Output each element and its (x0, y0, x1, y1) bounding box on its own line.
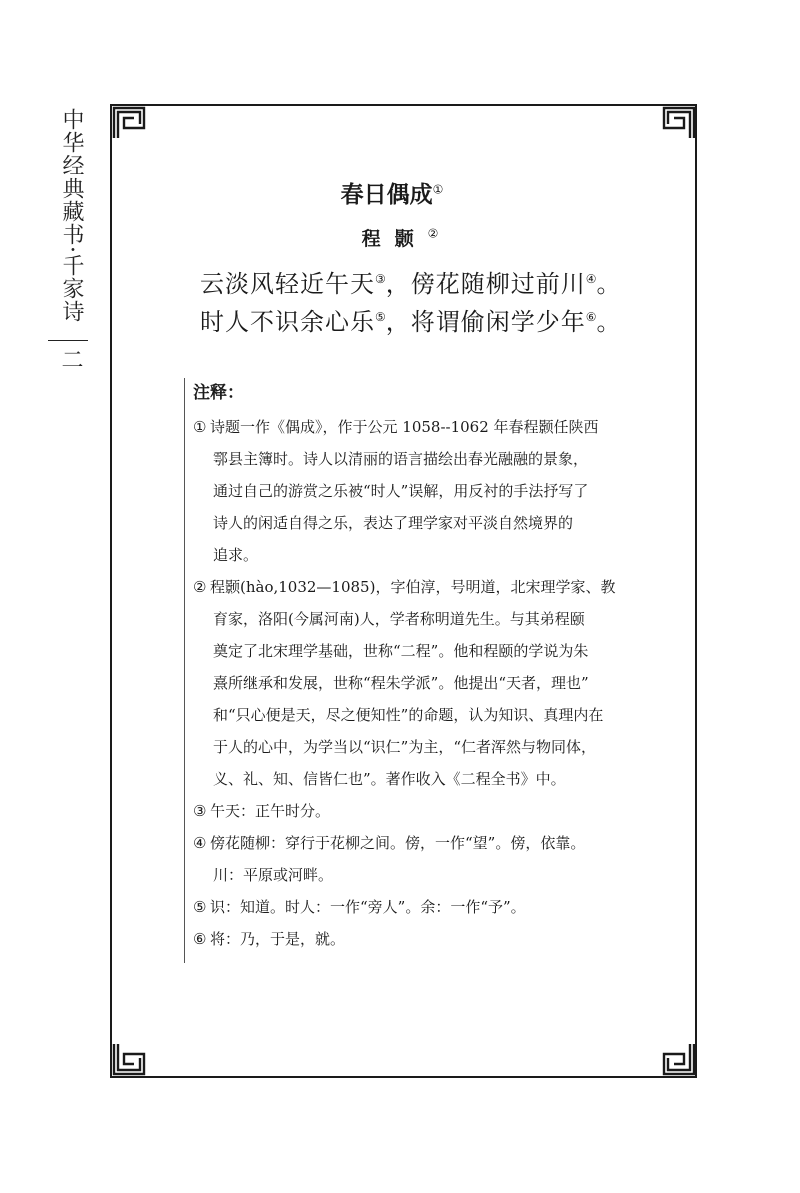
verse-text: ，将谓偷闲学少年 (385, 308, 586, 336)
verse-text: ，傍花随柳过前川 (385, 270, 586, 298)
note-line: 鄠县主簿时。诗人以清丽的语言描绘出春光融融的景象， (213, 450, 589, 468)
poem-author (0, 224, 800, 251)
note-mark: ③ (193, 802, 207, 820)
note-line: 诗人的闲适自得之乐，表达了理学家对平淡自然境界的 (213, 514, 574, 532)
fret-corner-ornament-icon (112, 106, 146, 140)
note-line (193, 795, 679, 827)
note-line (193, 923, 679, 955)
note-line: 奠定了北宋理学基础，世称“二程”。他和程颐的学说为朱 (213, 642, 589, 660)
note-ref: ④ (585, 272, 597, 286)
verse-text: 时人不识余心乐 (200, 308, 375, 336)
note-text: 傍花随柳：穿行于花柳之间。傍，一作“望”。傍，依靠。 (210, 834, 586, 852)
note-line: 育家，洛阳(今属河南)人，学者称明道先生。与其弟程颐 (213, 610, 585, 628)
fret-corner-ornament-icon (112, 1042, 146, 1076)
poem-title-text: 春日偶成 (340, 182, 433, 208)
note-line: 义、礼、知、信皆仁也”。著作收入《二程全书》中。 (213, 770, 566, 788)
note-item (193, 795, 679, 827)
note-item (193, 891, 679, 923)
note-item (193, 571, 679, 795)
fret-corner-ornament-icon (662, 106, 696, 140)
note-mark: ⑥ (193, 930, 207, 948)
note-mark: ① (193, 418, 207, 436)
note-text: 程颢(hào,1032—1085)，字伯淳，号明道，北宋理学家、教 (210, 578, 616, 596)
note-line: 川：平原或河畔。 (213, 866, 334, 884)
note-ref: ③ (375, 272, 386, 286)
note-mark: ② (193, 578, 207, 596)
note-mark: ⑤ (193, 898, 207, 916)
note-text: 诗题一作《偶成》，作于公元 1058--1062 年春程颢任陕西 (210, 418, 599, 436)
note-line: 追求。 (213, 546, 259, 564)
note-line (193, 571, 679, 603)
note-text: 识：知道。时人：一作“旁人”。余：一作“予”。 (210, 898, 526, 916)
page-number: 二 (58, 348, 83, 370)
note-line (193, 411, 679, 443)
note-item (193, 827, 679, 891)
verse-line-2 (200, 302, 680, 337)
notes-heading: 注释： (193, 383, 244, 403)
verse-text: 。 (596, 308, 622, 336)
author-name: 程颢 (361, 228, 428, 250)
note-text: 午天：正午时分。 (210, 802, 331, 820)
poem-title (0, 176, 792, 209)
note-line: 熹所继承和发展，世称“程朱学派”。他提出“天者，理也” (213, 674, 589, 692)
note-mark: ④ (193, 834, 207, 852)
note-line (193, 891, 679, 923)
note-line: 于人的心中，为学当以“识仁”为主，“仁者浑然与物同体， (213, 738, 597, 756)
series-title: 中华经典藏书·千家诗 (59, 108, 84, 323)
verse-text: 云淡风轻近午天 (200, 270, 375, 298)
divider (48, 340, 88, 341)
note-ref: ⑥ (585, 310, 597, 324)
verse-line-1 (200, 264, 680, 299)
note-item (193, 411, 679, 571)
note-ref: ① (432, 182, 444, 197)
note-line (193, 827, 679, 859)
fret-corner-ornament-icon (662, 1042, 696, 1076)
verse-text: 。 (596, 270, 622, 298)
note-item (193, 923, 679, 955)
note-line: 和“只心便是天，尽之便知性”的命题，认为知识、真理内在 (213, 706, 604, 724)
note-text: 将：乃，于是，就。 (210, 930, 346, 948)
note-ref: ⑤ (375, 310, 386, 324)
note-ref: ② (427, 226, 439, 241)
notes-section (184, 378, 679, 963)
note-line: 通过自己的游赏之乐被“时人”误解，用反衬的手法抒写了 (213, 482, 589, 500)
